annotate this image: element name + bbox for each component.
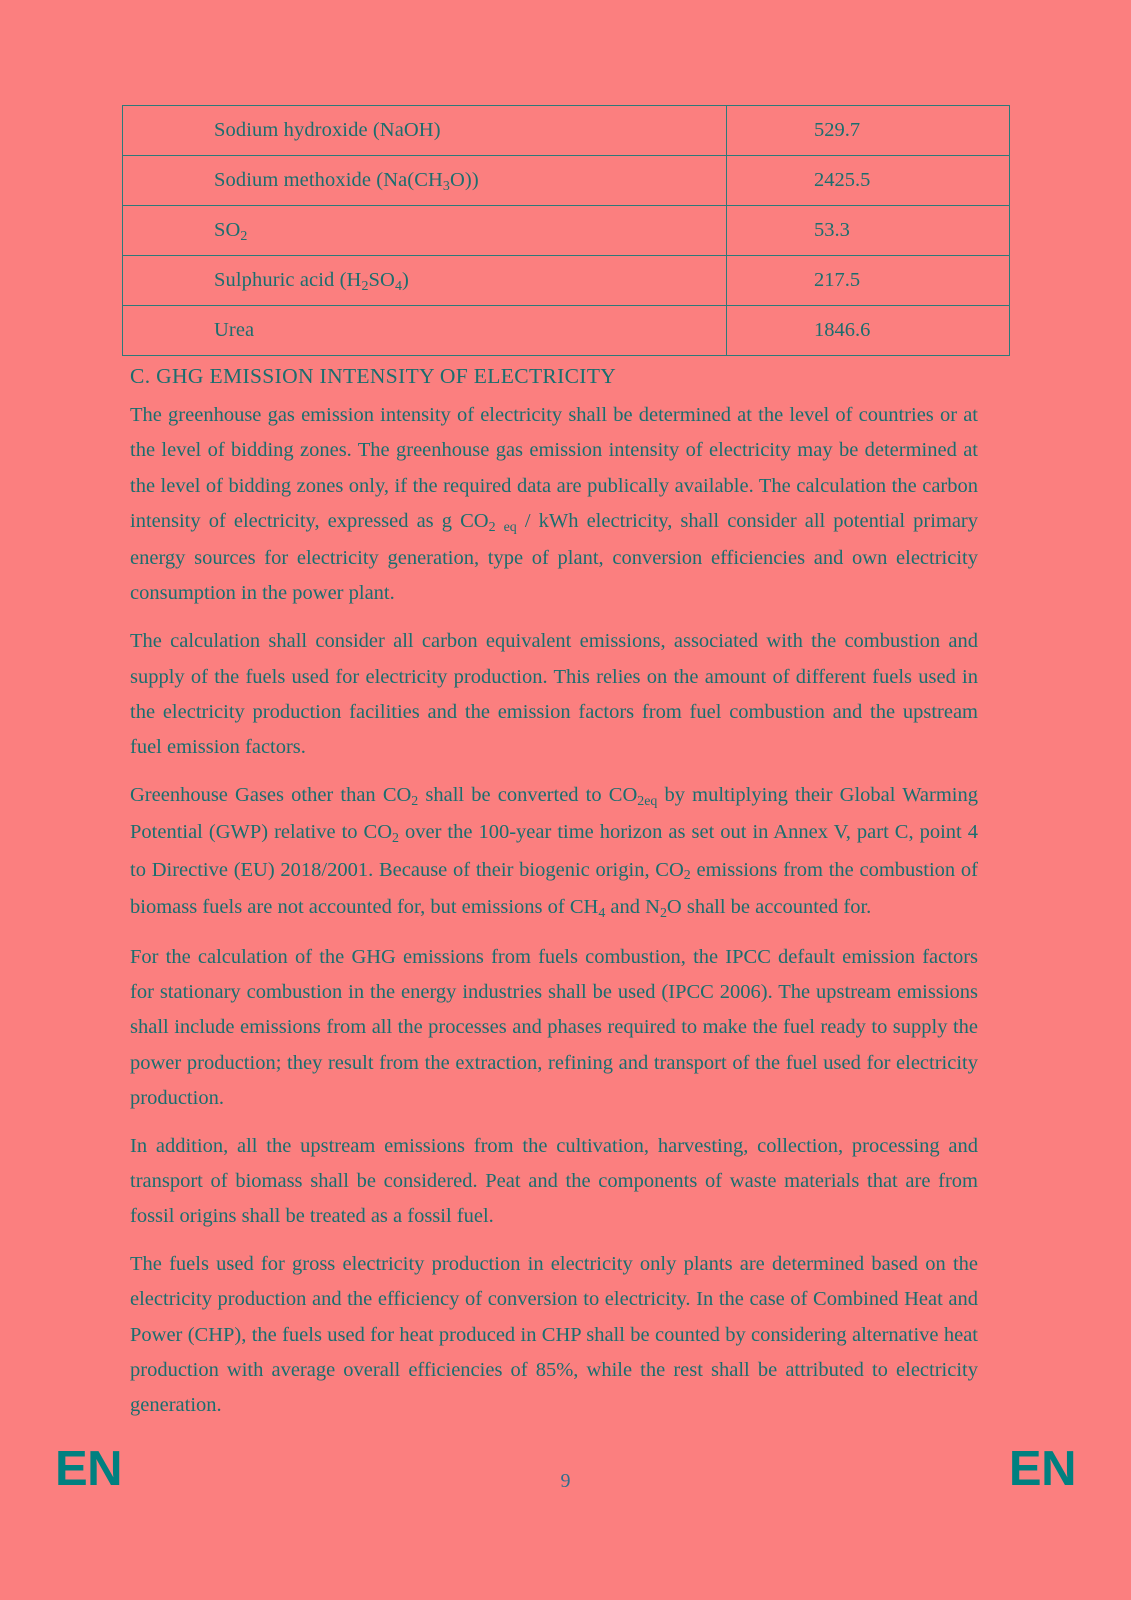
paragraph-6: The fuels used for gross electricity production in electricity only plants are determined based on the electricity production and the efficiency of conversion to electricity. In the case of Combined Heat and Power (CHP), the fuels used for heat produced in CHP shall be counted by considering alternative heat production with average overall efficiencies of 85%, while the rest shall be attributed to electricity generation. <box>130 1253 978 1417</box>
chemical-value-cell: 1846.6 <box>727 306 1010 356</box>
table-row <box>123 156 1010 206</box>
body-text-block <box>130 398 978 1424</box>
paragraph-3: Greenhouse Gases other than $CO_2$ shall be converted to $CO_{2eq}$ by multiplying their Global Warming Potential (GWP) relative to $CO_2$ over the 100-year time horizon as set out in Annex V, part C, point 4 to Directive (EU) 2018/2001. Because of their biogenic origin, $CO_2$ emissions from the combustion of biomass fuels are not accounted for, but emissions of $CH_4$ and $N_2O$ shall be accounted for. <box>130 783 978 921</box>
table-body <box>123 106 1010 356</box>
paragraph-2: The calculation shall consider all carbon equivalent emissions, associated with the combustion and supply of the fuels used for electricity production. This relies on the amount of different fuels used in the electricity production facilities and the emission factors from fuel combustion and the upstream fuel emission factors. <box>130 630 978 759</box>
chemical-name-cell: Sodium methoxide $(Na(CH_3O))$ <box>123 156 727 206</box>
chemical-value-cell: 217.5 <box>727 256 1010 306</box>
chemical-name-cell: Sulphuric acid $(H_2SO_4)$ <box>123 256 727 306</box>
page-number: 9 <box>560 1470 571 1492</box>
chemical-value-cell: 529.7 <box>727 106 1010 156</box>
chemical-name-cell: $SO_2$ <box>123 206 727 256</box>
emission-factor-table <box>122 105 1010 356</box>
footer-language-right: EN <box>1008 1442 1076 1496</box>
chemical-name-cell: Urea <box>123 306 727 356</box>
paragraph-4: For the calculation of the GHG emissions from fuels combustion, the IPCC default emission factors for stationary combustion in the energy industries shall be used (IPCC 2006). The upstream emissions shall include emissions from all the processes and phases required to make the fuel ready to supply the power production; they result from the extraction, refining and transport of the fuel used for electricity production. <box>130 945 978 1109</box>
footer-language-left: EN <box>55 1442 123 1496</box>
chemical-value-cell: 2425.5 <box>727 156 1010 206</box>
table-row <box>123 206 1010 256</box>
chemical-name-cell: Sodium hydroxide (NaOH) <box>123 106 727 156</box>
table-row <box>123 256 1010 306</box>
table-row <box>123 106 1010 156</box>
section-heading: C. GHG EMISSION INTENSITY OF ELECTRICITY <box>130 364 617 388</box>
paragraph-5: In addition, all the upstream emissions from the cultivation, harvesting, collection, processing and transport of biomass shall be considered. Peat and the components of waste materials that are from fossil origins shall be treated as a fossil fuel. <box>130 1134 978 1228</box>
table-row <box>123 306 1010 356</box>
chemical-value-cell: 53.3 <box>727 206 1010 256</box>
paragraph-1: The greenhouse gas emission intensity of electricity shall be determined at the level of countries or at the level of bidding zones. The greenhouse gas emission intensity of electricity may be determined at the level of bidding zones only, if the required data are publically available. The calculation the carbon intensity of electricity, expressed as g $CO_2$ eq / kWh electricity, shall consider all potential primary energy sources for electricity generation, type of plant, conversion efficiencies and own electricity consumption in the power plant. <box>130 404 979 605</box>
